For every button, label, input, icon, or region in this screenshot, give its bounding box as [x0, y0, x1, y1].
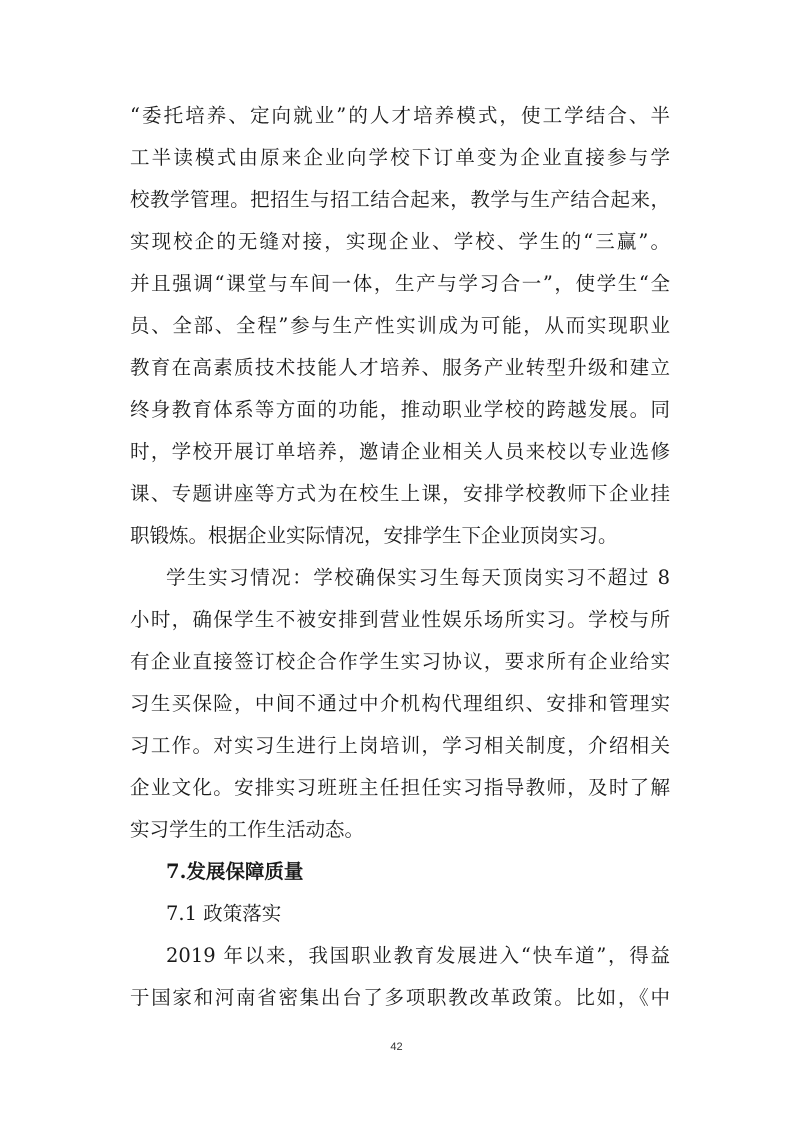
- paragraph-line: 教育在高素质技术技能人才培养、服务产业转型升级和建立: [130, 356, 670, 379]
- paragraph-line: 工半读模式由原来企业向学校下订单变为企业直接参与学: [130, 146, 670, 169]
- paragraph-line: 时，学校开展订单培养，邀请企业相关人员来校以专业选修: [130, 440, 670, 463]
- paragraph-line: 实现校企的无缝对接，实现企业、学校、学生的“三赢”。: [130, 230, 670, 253]
- paragraph-line: 习生买保险，中间不通过中介机构代理组织、安排和管理实: [130, 692, 670, 715]
- paragraph-line: 2019 年以来，我国职业教育发展进入“快车道”，得益: [166, 944, 670, 967]
- paragraph-line: “委托培养、定向就业”的人才培养模式，使工学结合、半: [130, 104, 670, 127]
- paragraph-line: 有企业直接签订校企合作学生实习协议，要求所有企业给实: [130, 650, 670, 673]
- subsection-heading: 7.1 政策落实: [166, 902, 282, 925]
- section-heading: 7.发展保障质量: [166, 860, 304, 883]
- page-number: 42: [390, 1041, 403, 1053]
- paragraph-line: 习工作。对实习生进行上岗培训，学习相关制度，介绍相关: [130, 734, 670, 757]
- paragraph-line: 小时，确保学生不被安排到营业性娱乐场所实习。学校与所: [130, 608, 670, 631]
- paragraph-line: 终身教育体系等方面的功能，推动职业学校的跨越发展。同: [130, 398, 670, 421]
- paragraph-line: 企业文化。安排实习班班主任担任实习指导教师，及时了解: [130, 776, 670, 799]
- paragraph-line: 职锻炼。根据企业实际情况，安排学生下企业顶岗实习。: [130, 524, 618, 547]
- paragraph-line: 并且强调“课堂与车间一体，生产与学习合一”，使学生“全: [130, 272, 670, 295]
- paragraph-line: 于国家和河南省密集出台了多项职教改革政策。比如，《中: [130, 986, 670, 1009]
- paragraph-line: 学生实习情况：学校确保实习生每天顶岗实习不超过 8: [166, 566, 670, 589]
- paragraph-line: 实习学生的工作生活动态。: [130, 818, 365, 841]
- paragraph-line: 校教学管理。把招生与招工结合起来，教学与生产结合起来，: [130, 188, 670, 211]
- paragraph-line: 课、专题讲座等方式为在校生上课，安排学校教师下企业挂: [130, 482, 670, 505]
- paragraph-line: 员、全部、全程”参与生产性实训成为可能，从而实现职业: [130, 314, 670, 337]
